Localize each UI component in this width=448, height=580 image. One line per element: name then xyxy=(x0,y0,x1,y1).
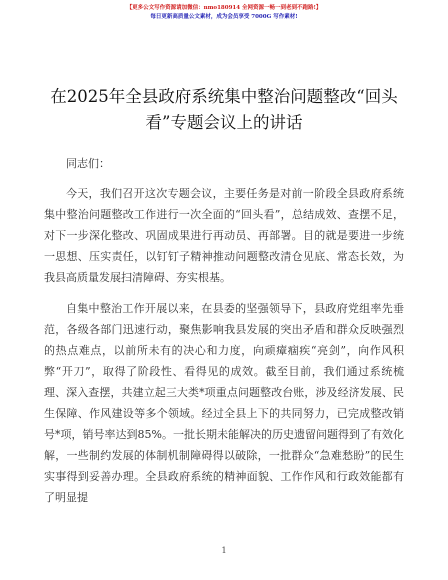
paragraph: 自集中整治工作开展以来，在县委的坚强领导下，县政府党组率先垂范，各级各部门迅速行动，聚焦影响我县发展的突出矛盾和群众反映强烈的热点难点，以前所未有的决心和力度，向顽瘴痼疾“亮剑”，向作风积弊“开刀”，取得了阶段性、看得见的成效。截至目前，我们通过系统梳理、深入查摆，共建立起三大类*项重点问题整改台账，涉及经济发展、民生保障、作风建设等多个领域。经过全县上下的共同努力，已完成整改销号*项，销号率达到85%。一批长期未能解决的历史遗留问题得到了有效化解，一些制约发展的体制机制障碍得以破除，一批群众“急难愁盼”的民生实事得到妥善办理。全县政府系统的精神面貌、工作作风和行政效能都有了明显提 xyxy=(44,302,404,504)
promo-banner-line-1: 【更多公文写作资源请加微信：nmo180914 全网资源一畅一到老到不跑路!】 xyxy=(126,5,322,11)
promo-banner xyxy=(0,4,448,22)
document-body xyxy=(44,84,404,508)
promo-banner-line-2: 每日更新高质量公文素材，成为会员享受 7000G 写作素材! xyxy=(150,14,298,20)
page-number: 1 xyxy=(221,546,227,555)
salutation: 同志们： xyxy=(66,157,110,170)
document-title: 在2025年全县政府系统集中整治问题整改“回头看”专题会议上的讲话 xyxy=(50,87,398,132)
paragraph: 今天，我们召开这次专题会议，主要任务是对前一阶段全县政府系统集中整治问题整改工作进行一次全面的“回头看”，总结成效、查摆不足，对下一步深化整改、巩固成果进行再动员、再部署。目的就是要进一步统一思想、压实责任，以钉钉子精神推动问题整改清仓见底、常态长效，为我县高质量发展扫清障碍、夯实根基。 xyxy=(44,187,404,284)
